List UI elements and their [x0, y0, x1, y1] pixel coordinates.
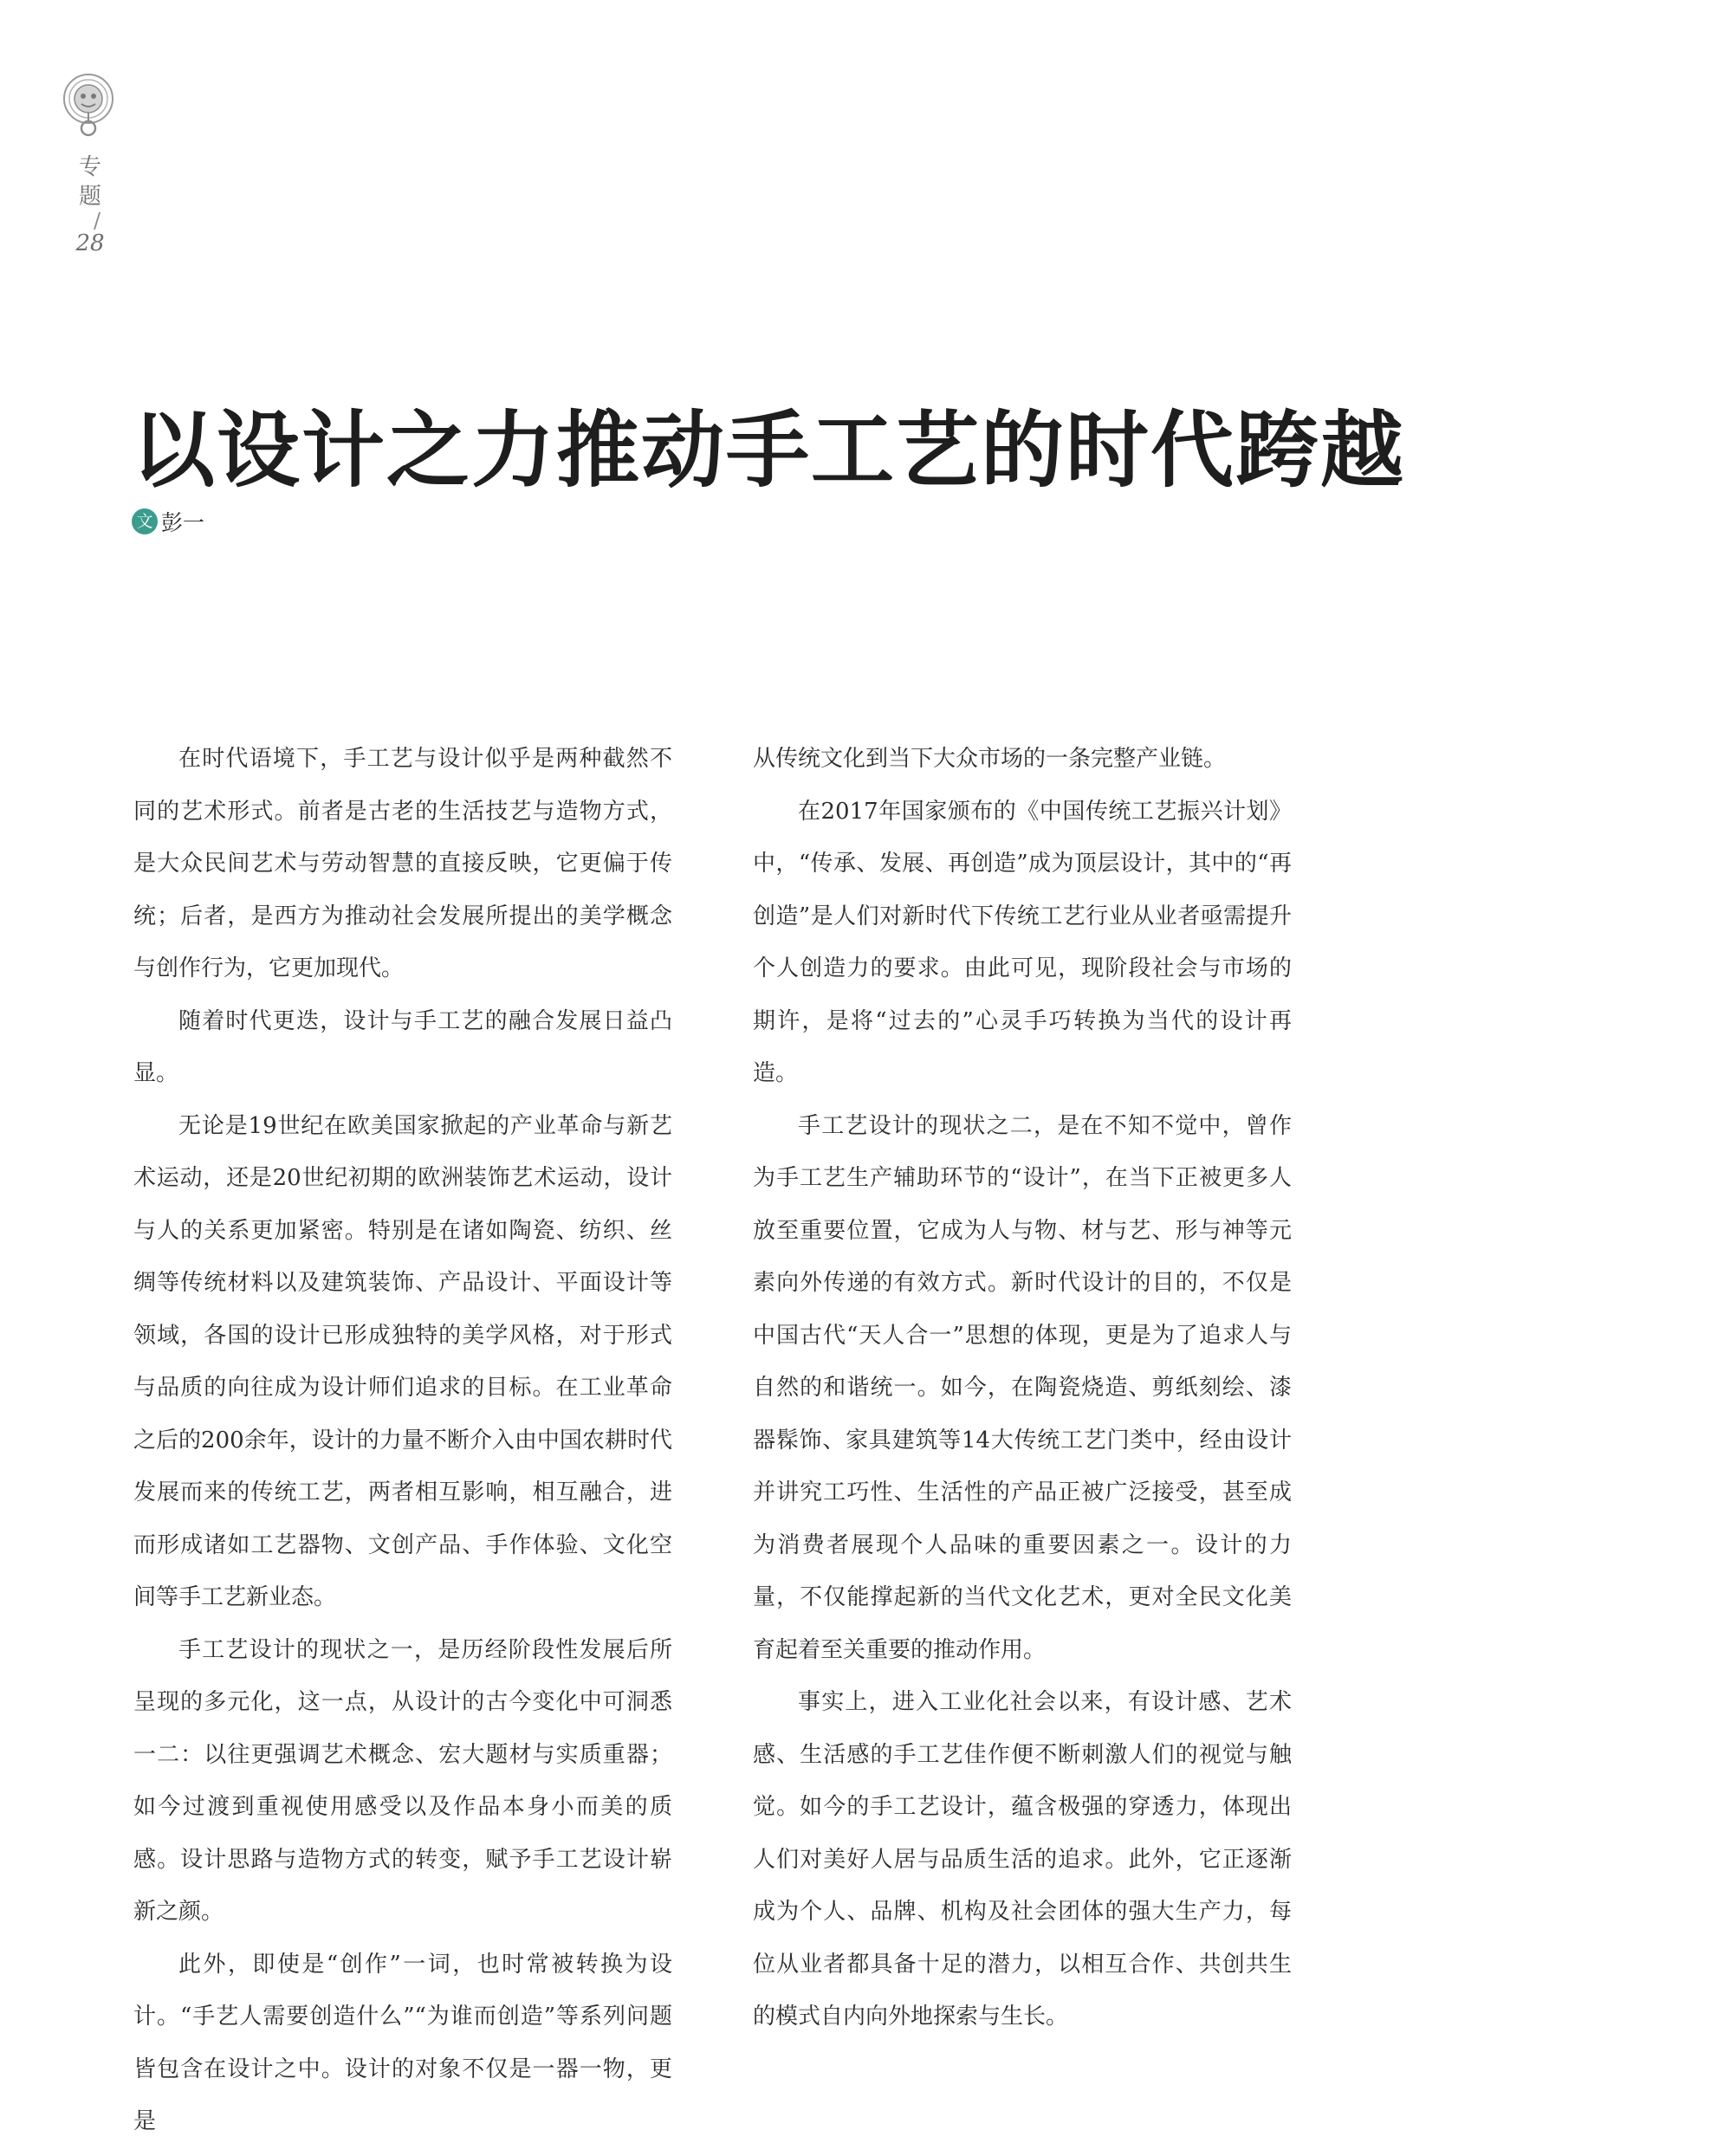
byline-badge-icon: 文: [132, 508, 158, 534]
right-paragraph-3: 事实上，进入工业化社会以来，有设计感、艺术感、生活感的手工艺佳作便不断刺激人们的视觉与触觉。如今的手工艺设计，蕴含极强的穿透力，体现出人们对美好人居与品质生活的追求。此外，它正逐渐成为个人、品牌、机构及社会团体的强大生产力，每位从业者都具备十足的潜力，以相互合作、共创共生的模式自内向外地探索与生长。: [753, 1689, 1292, 2030]
left-paragraph-2: 随着时代更迭，设计与手工艺的融合发展日益凸显。: [133, 1007, 672, 1086]
left-paragraph-1: 在时代语境下，手工艺与设计似乎是两种截然不同的艺术形式。前者是古老的生活技艺与造物方式，是大众民间艺术与劳动智慧的直接反映，它更偏于传统；后者，是西方为推动社会发展所提出的美学概念与创作行为，它更加现代。: [133, 746, 672, 981]
section-label: [73, 152, 107, 256]
section-label-char-1: 专: [78, 154, 101, 180]
page-number: 28: [75, 230, 105, 256]
right-paragraph-2: 手工艺设计的现状之二，是在不知不觉中，曾作为手工艺生产辅助环节的“设计”，在当下正被更多人放至重要位置，它成为人与物、材与艺、形与神等元素向外传递的有效方式。新时代设计的目的，不仅是中国古代“天人合一”思想的体现，更是为了追求人与自然的和谐统一。如今，在陶瓷烧造、剪纸刻绘、漆器髹饰、家具建筑等14大传统工艺门类中，经由设计并讲究工巧性、生活性的产品正被广泛接受，甚至成为消费者展现个人品味的重要因素之一。设计的力量，不仅能撑起新的当代文化艺术，更对全民文化美育起着至关重要的推动作用。: [753, 1112, 1292, 1663]
right-paragraph-1: 在2017年国家颁布的《中国传统工艺振兴计划》中，“传承、发展、再创造”成为顶层设计，其中的“再创造”是人们对新时代下传统工艺行业从业者亟需提升个人创造力的要求。由此可见，现阶段社会与市场的期许，是将“过去的”心灵手巧转换为当代的设计再造。: [753, 798, 1292, 1086]
left-paragraph-4: 手工艺设计的现状之一，是历经阶段性发展后所呈现的多元化，这一点，从设计的古今变化中可洞悉一二：以往更强调艺术概念、宏大题材与实质重器；如今过渡到重视使用感受以及作品本身小而美的质感。设计思路与造物方式的转变，赋予手工艺设计崭新之颜。: [133, 1636, 672, 1925]
left-paragraph-3: 无论是19世纪在欧美国家掀起的产业革命与新艺术运动，还是20世纪初期的欧洲装饰艺术运动，设计与人的关系更加紧密。特别是在诸如陶瓷、纺织、丝绸等传统材料以及建筑装饰、产品设计、平面设计等领域，各国的设计已形成独特的美学风格，对于形式与品质的向往成为设计师们追求的目标。在工业革命之后的200余年，设计的力量不断介入由中国农耕时代发展而来的传统工艺，两者相互影响，相互融合，进而形成诸如工艺器物、文创产品、手作体验、文化空间等手工艺新业态。: [133, 1112, 672, 1610]
section-label-slash: /: [93, 209, 101, 233]
author-name: 彭一: [161, 510, 205, 535]
right-continuation: 从传统文化到当下大众市场的一条完整产业链。: [753, 746, 1227, 772]
left-column: [133, 733, 672, 2148]
right-column: [753, 733, 1292, 2043]
article-title: 以设计之力推动手工艺的时代跨越: [132, 401, 1405, 499]
section-label-char-2: 题: [78, 184, 101, 210]
byline: [132, 506, 204, 537]
left-paragraph-5: 此外，即使是“创作”一词，也时常被转换为设计。“手艺人需要创造什么”“为谁而创造”等系列问题皆包含在设计之中。设计的对象不仅是一器一物，更是: [133, 1951, 672, 2134]
magazine-emblem-icon: [61, 73, 116, 139]
